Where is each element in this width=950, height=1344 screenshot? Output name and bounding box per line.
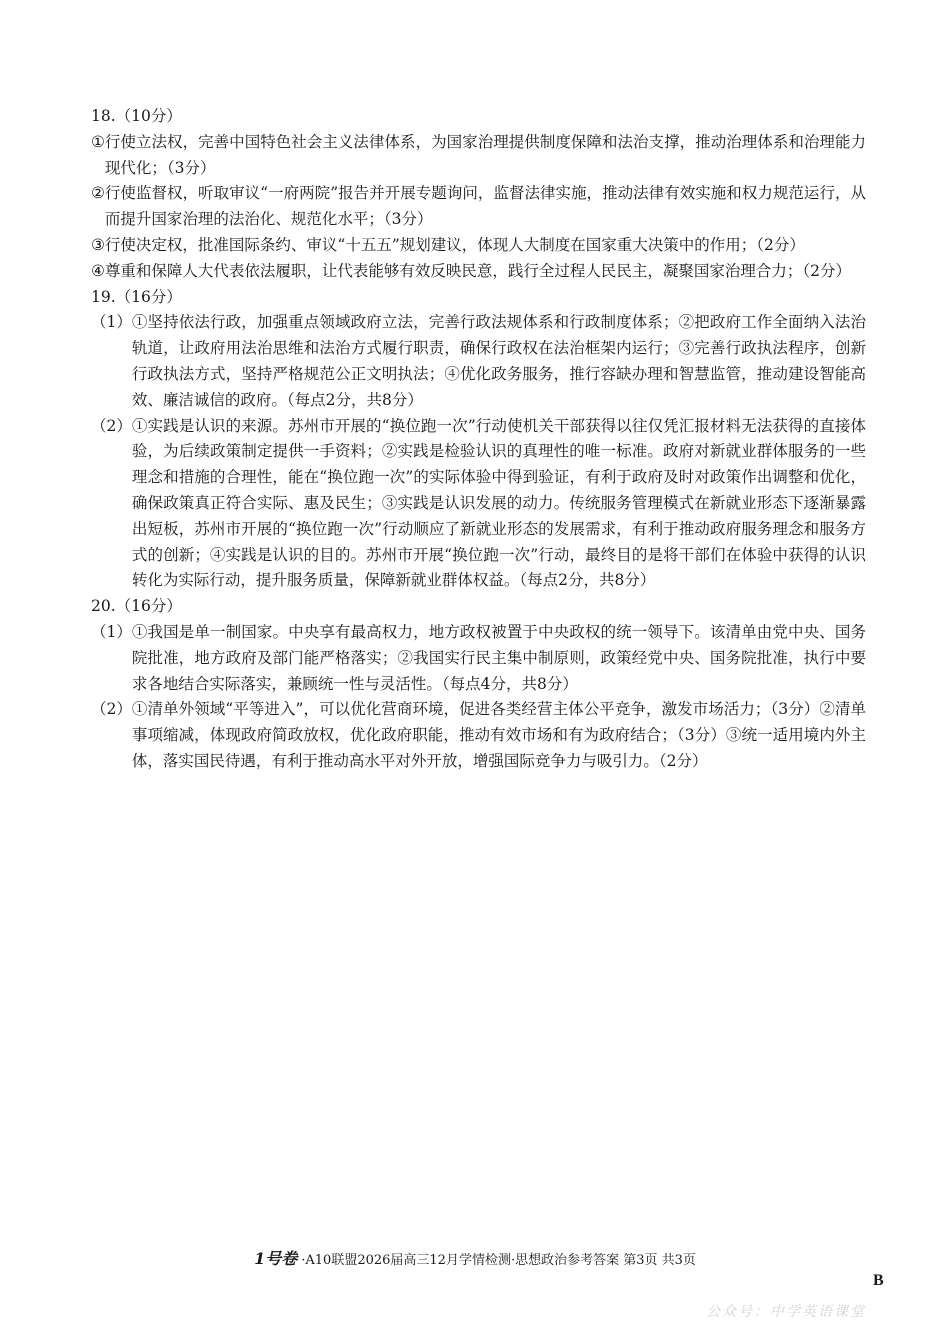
version-mark: B: [873, 1272, 884, 1289]
question-19-heading: 19.（16分）: [91, 287, 182, 306]
answer-content: [91, 104, 866, 775]
point-text: 行使立法权，完善中国特色社会主义法律体系，为国家治理提供制度保障和法治支撑，推动治理体系和治理能力现代化；（3分）: [104, 132, 866, 177]
question-20-heading: 20.（16分）: [91, 597, 182, 616]
point-label: ①: [91, 132, 105, 151]
watermark: 公众号：中学英语课堂: [706, 1304, 866, 1320]
question-18-heading: 18.（10分）: [91, 107, 182, 125]
q19-part-2: [91, 414, 866, 595]
point-label: ②: [91, 184, 105, 203]
q20-part-1: [91, 620, 866, 697]
part-text: ①清单外领域“平等进入”，可以优化营商环境，促进各类经营主体公平竞争，激发市场活力；（3分）②清单事项缩减，体现政府简政放权，优化政府职能，推动有效市场和有为政府结合；（3分）③统一适用境内外主体，落实国民待遇，有利于推动高水平对外开放，增强国际竞争力与吸引力。（2分）: [131, 700, 866, 770]
part-text: ①坚持依法行政，加强重点领域政府立法，完善行政法规体系和行政制度体系；②把政府工作全面纳入法治轨道，让政府用法治思维和法治方式履行职责，确保行政权在法治框架内运行；③完善行政执法程序，创新行政执法方式，坚持严格规范公正文明执法；④优化政务服务，推行容缺办理和智慧监管，推动建设智能高效、廉洁诚信的政府。（每点2分，共8分）: [131, 313, 866, 409]
point-text: 行使决定权，批准国际条约、审议“十五五”规划建议，体现人大制度在国家重大决策中的作用；（2分）: [104, 235, 805, 254]
point-label: ④: [91, 261, 105, 280]
part-text: ①实践是认识的来源。苏州市开展的“换位跑一次”行动使机关干部获得以往仅凭汇报材料无法获得的直接体验，为后续政策制定提供一手资料；②实践是检验认识的真理性的唯一标准。政府对新就业群体服务的一些理念和措施的合理性，能在“换位跑一次”的实际体验中得到验证，有利于政府及时对政策作出调整和优化，确保政策真正符合实际、惠及民生；③实践是认识发展的动力。传统服务管理模式在新就业形态下逐渐暴露出短板，苏州市开展的“换位跑一次”行动顺应了新就业形态的发展需求，有利于推动政府服务理念和服务方式的创新；④实践是认识的目的。苏州市开展“换位跑一次”行动，最终目的是将干部们在体验中获得的认识转化为实际行动，提升服务质量，保障新就业群体权益。（每点2分，共8分）: [131, 416, 866, 590]
point-label: ③: [91, 235, 105, 254]
part-label: （2）: [91, 700, 132, 719]
part-label: （2）: [91, 416, 132, 435]
part-label: （1）: [91, 622, 132, 641]
page-footer: [0, 1249, 950, 1271]
part-text: ①我国是单一制国家。中央享有最高权力，地方政权被置于中央政权的统一领导下。该清单由党中央、国务院批准，地方政府及部门能严格落实；②我国实行民主集中制原则，政策经党中央、国务院批准，执行中要求各地结合实际落实，兼顾统一性与灵活性。（每点4分，共8分）: [131, 622, 866, 693]
point-text: 行使监督权，听取审议“一府两院”报告并开展专题询问，监督法律实施，推动法律有效实施和权力规范运行，从而提升国家治理的法治化、规范化水平；（3分）: [104, 184, 866, 229]
q18-point-1: [91, 130, 866, 182]
q18-point-3: [91, 233, 866, 259]
footer-text: ·A10联盟2026届高三12月学情检测·思想政治参考答案 第3页 共3页: [301, 1253, 696, 1268]
q18-point-4: [91, 259, 866, 285]
brand-logo: 1号卷: [254, 1249, 298, 1268]
part-label: （1）: [91, 313, 132, 332]
point-text: 尊重和保障人大代表依法履职，让代表能够有效反映民意，践行全过程人民民主，凝聚国家治理合力；（2分）: [104, 261, 852, 280]
q20-part-2: [91, 697, 866, 774]
q19-part-1: [91, 310, 866, 413]
q18-point-2: [91, 181, 866, 233]
